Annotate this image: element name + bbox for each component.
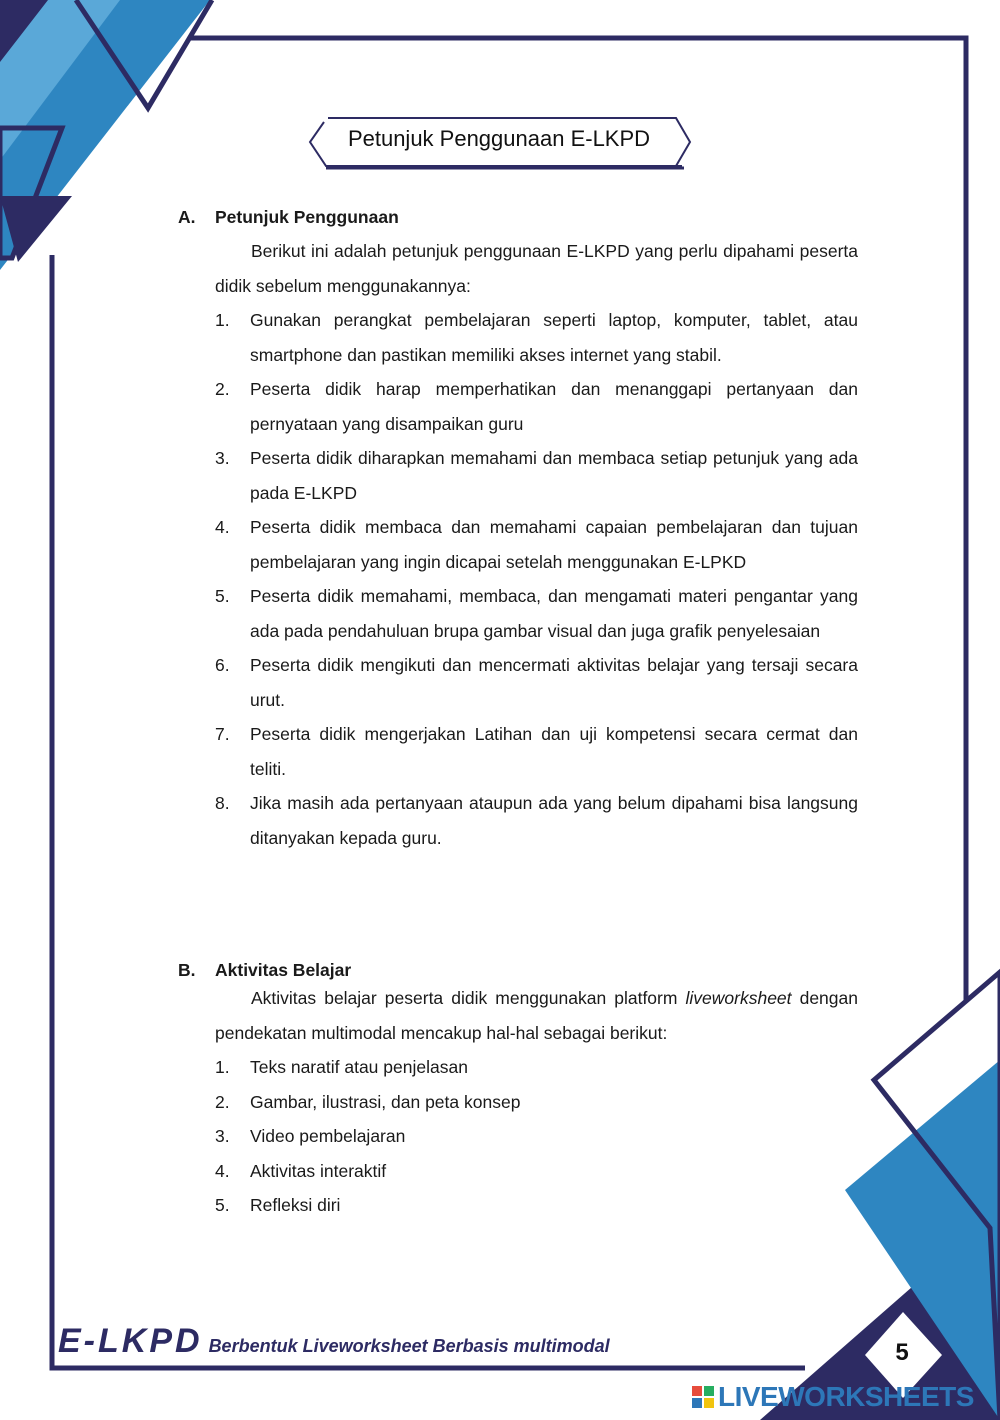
page-number: 5 — [895, 1339, 909, 1366]
section-b-intro — [215, 981, 858, 1050]
list-text: Gambar, ilustrasi, dan peta konsep — [250, 1091, 521, 1112]
footer-brand-subtitle: Berbentuk Liveworksheet Berbasis multimodal — [208, 1336, 610, 1356]
liveworksheets-logo-icon — [692, 1386, 714, 1408]
list-text: Peserta didik diharapkan memahami dan membaca setiap petunjuk yang ada pada E-LKPD — [250, 448, 858, 503]
list-text: Peserta didik memahami, membaca, dan mengamati materi pengantar yang ada pada pendahuluan brupa gambar visual dan juga grafik penyelesaian — [250, 586, 858, 641]
list-item — [215, 579, 858, 648]
section-b-list — [178, 1050, 858, 1223]
list-text: Peserta didik mengikuti dan mencermati aktivitas belajar yang tersaji secara urut. — [250, 655, 858, 710]
list-text: Teks naratif atau penjelasan — [250, 1057, 468, 1077]
list-item — [215, 717, 858, 786]
list-item — [215, 372, 858, 441]
list-item — [215, 1085, 858, 1120]
section-b-heading — [178, 953, 858, 987]
list-item — [215, 786, 858, 855]
list-text: Peserta didik mengerjakan Latihan dan uji kompetensi secara cermat dan teliti. — [250, 724, 858, 779]
section-b-letter: B. — [178, 960, 196, 980]
list-number: 1. — [215, 1057, 230, 1077]
list-text: Gunakan perangkat pembelajaran seperti laptop, komputer, tablet, atau smartphone dan pastikan memiliki akses internet yang stabil. — [250, 310, 858, 365]
list-number: 4. — [215, 517, 230, 537]
list-number: 3. — [215, 1126, 230, 1146]
list-number: 5. — [215, 1195, 230, 1215]
list-number: 5. — [215, 586, 230, 606]
list-item — [215, 1154, 858, 1189]
list-number: 6. — [215, 655, 230, 675]
list-number: 4. — [215, 1160, 230, 1181]
list-item — [215, 441, 858, 510]
list-item — [215, 1188, 858, 1223]
footer-brand — [58, 1322, 610, 1362]
section-a-letter: A. — [178, 207, 196, 227]
section-a — [178, 200, 858, 855]
section-b-intro-platform: liveworksheet — [685, 988, 792, 1008]
list-item — [215, 1050, 858, 1085]
footer-brand-title: E-LKPD — [58, 1322, 203, 1360]
list-number: 1. — [215, 310, 230, 330]
watermark-text: LIVEWORKSHEETS — [718, 1381, 974, 1412]
section-b-intro-start: Aktivitas belajar peserta didik menggunakan platform — [251, 988, 686, 1008]
title-banner — [306, 116, 692, 170]
section-a-list — [178, 303, 858, 855]
list-item — [215, 1119, 858, 1154]
list-item — [215, 303, 858, 372]
list-number: 2. — [215, 1091, 230, 1112]
section-b-title: Aktivitas Belajar — [215, 960, 352, 980]
page-title: Petunjuk Penggunaan E-LKPD — [347, 126, 651, 151]
list-text: Refleksi diri — [250, 1195, 341, 1215]
list-text: Aktivitas interaktif — [250, 1160, 387, 1181]
list-text: Video pembelajaran — [250, 1126, 406, 1146]
list-text: Jika masih ada pertanyaan ataupun ada yang belum dipahami bisa langsung ditanyakan kepada guru. — [250, 793, 858, 848]
list-number: 2. — [215, 379, 230, 399]
section-a-intro: Berikut ini adalah petunjuk penggunaan E-LKPD yang perlu dipahami peserta didik sebelum menggunakannya: — [215, 241, 858, 296]
list-text: Peserta didik membaca dan memahami capaian pembelajaran dan tujuan pembelajaran yang ingin dicapai setelah menggunakan E-LPKD — [250, 517, 858, 572]
list-number: 3. — [215, 448, 230, 468]
section-a-heading — [178, 200, 858, 234]
section-a-title: Petunjuk Penggunaan — [215, 207, 399, 227]
section-b-intro-end: dengan pendekatan multimodal mencakup hal-hal sebagai berikut: — [215, 988, 858, 1043]
list-number: 8. — [215, 793, 230, 813]
list-number: 7. — [215, 724, 230, 744]
list-item — [215, 648, 858, 717]
list-item — [215, 510, 858, 579]
list-text: Peserta didik harap memperhatikan dan menanggapi pertanyaan dan pernyataan yang disampaikan guru — [250, 379, 858, 434]
section-b — [178, 953, 858, 1223]
